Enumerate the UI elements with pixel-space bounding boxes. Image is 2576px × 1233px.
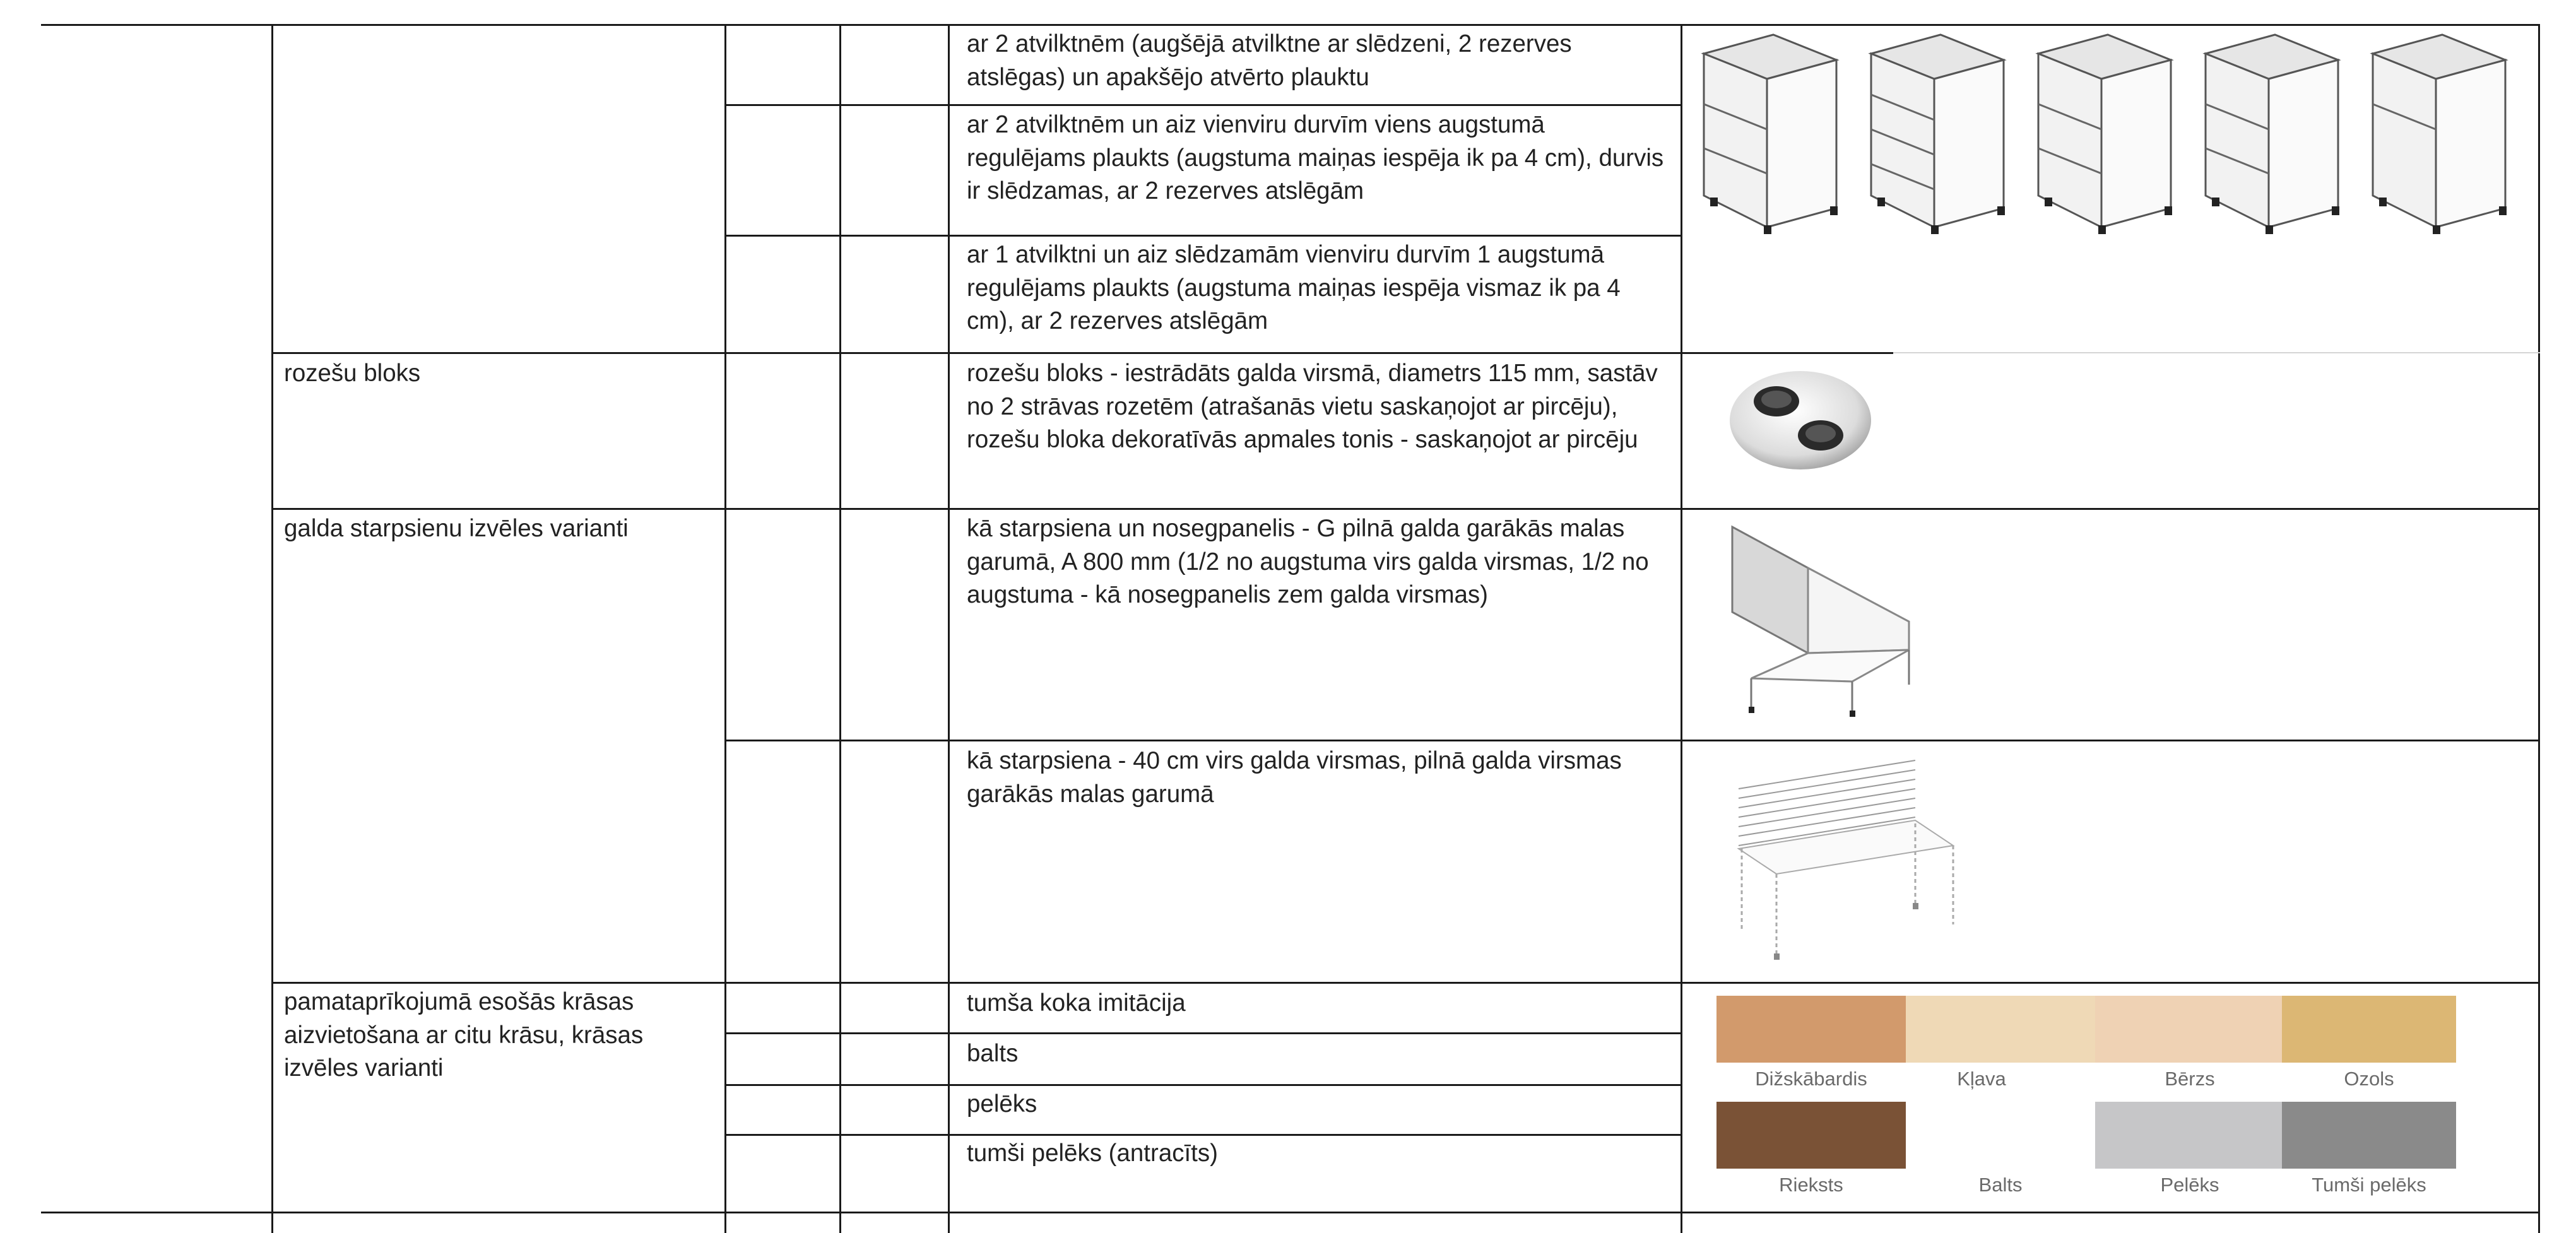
drawer-cabinet-icons: [1691, 28, 2531, 237]
swatch-label: Bērzs: [2165, 1068, 2215, 1090]
swatch-label: Pelēks: [2160, 1174, 2219, 1196]
swatch-tumsi-pelēks: [2282, 1102, 2456, 1169]
grid-line: [724, 1032, 1682, 1034]
grid-line: [271, 508, 2540, 510]
grid-line: [724, 24, 726, 1233]
swatch-label: Tumši pelēks: [2312, 1174, 2426, 1196]
swatch-label: Ozols: [2344, 1068, 2394, 1090]
partition-name: galda starpsienu izvēles varianti: [284, 515, 629, 542]
grid-line: [41, 24, 2540, 26]
swatch-klava: [1906, 996, 2095, 1063]
drawer-variant-1: ar 2 atvilktnēm (augšējā atvilktne ar slēdzeni, 2 rezerves atslēgas) un apakšējo atvērto plauktu: [967, 30, 1572, 91]
grid-line: [271, 352, 1893, 354]
grid-line: [2538, 24, 2540, 1233]
drawer-variant-3: ar 1 atvilktni un aiz slēdzamām vienviru durvīm 1 augstumā regulējams plaukts (augstuma maiņas iespēja vismaz ik pa 4 cm), ar 2 rezerves atslēgām: [967, 241, 1621, 334]
grid-line: [948, 24, 950, 1233]
grid-line: [1893, 352, 2540, 353]
swatch-pelēks: [2095, 1102, 2282, 1169]
color-option-1: tumša koka imitācija: [967, 989, 1186, 1017]
color-option-2: balts: [967, 1040, 1019, 1067]
color-option-4: tumši pelēks (antracīts): [967, 1140, 1218, 1167]
desk-partition-panel-icon: [1726, 517, 1915, 719]
grid-line: [839, 24, 841, 1233]
drawer-variant-2: ar 2 atvilktnēm un aiz vienviru durvīm viens augstumā regulējams plaukts (augstuma maiņas iespēja ik pa 4 cm), durvis ir slēdzamas, ar 2 rezerves atslēgām: [967, 111, 1664, 204]
grid-line: [41, 1212, 2540, 1213]
grid-line: [1681, 24, 1682, 1233]
grid-line: [724, 1084, 1682, 1086]
grid-line: [724, 104, 1682, 106]
socket-block-icon: [1726, 365, 1877, 472]
socket-description: rozešu bloks - iestrādāts galda virsmā, diametrs 115 mm, sastāv no 2 strāvas rozetēm (atrašanās vietu saskaņojot ar pircēju), rozešu bloka dekoratīvās apmales tonis - saskaņojot ar pircēju: [967, 360, 1658, 453]
swatch-dizskabardis: [1716, 996, 1906, 1063]
color-name: pamataprīkojumā esošās krāsas aizvietošana ar citu krāsu, krāsas izvēles varianti: [284, 988, 644, 1082]
grid-line: [724, 740, 2540, 741]
swatch-berzs: [2095, 996, 2282, 1063]
swatch-label: Dižskābardis: [1755, 1068, 1867, 1090]
color-option-3: pelēks: [967, 1090, 1037, 1118]
swatch-label: Kļava: [1957, 1068, 2006, 1090]
desk-partition-screen-icon: [1726, 754, 1966, 969]
swatch-label: Balts: [1978, 1174, 2023, 1196]
socket-name: rozešu bloks: [284, 360, 421, 387]
grid-line: [724, 1134, 1682, 1136]
swatch-ozols: [2282, 996, 2456, 1063]
swatch-rieksts: [1716, 1102, 1906, 1169]
grid-line: [271, 24, 273, 1233]
grid-line: [271, 982, 2540, 984]
grid-line: [724, 235, 1682, 237]
partition-variant-2: kā starpsiena - 40 cm virs galda virsmas, pilnā galda virsmas garākās malas garumā: [967, 747, 1622, 808]
swatch-label: Rieksts: [1779, 1174, 1843, 1196]
partition-variant-1: kā starpsiena un nosegpanelis - G pilnā galda garākās malas garumā, A 800 mm (1/2 no augstuma virs galda virsmas, 1/2 no augstuma - kā nosegpanelis zem galda virsmas): [967, 515, 1649, 608]
